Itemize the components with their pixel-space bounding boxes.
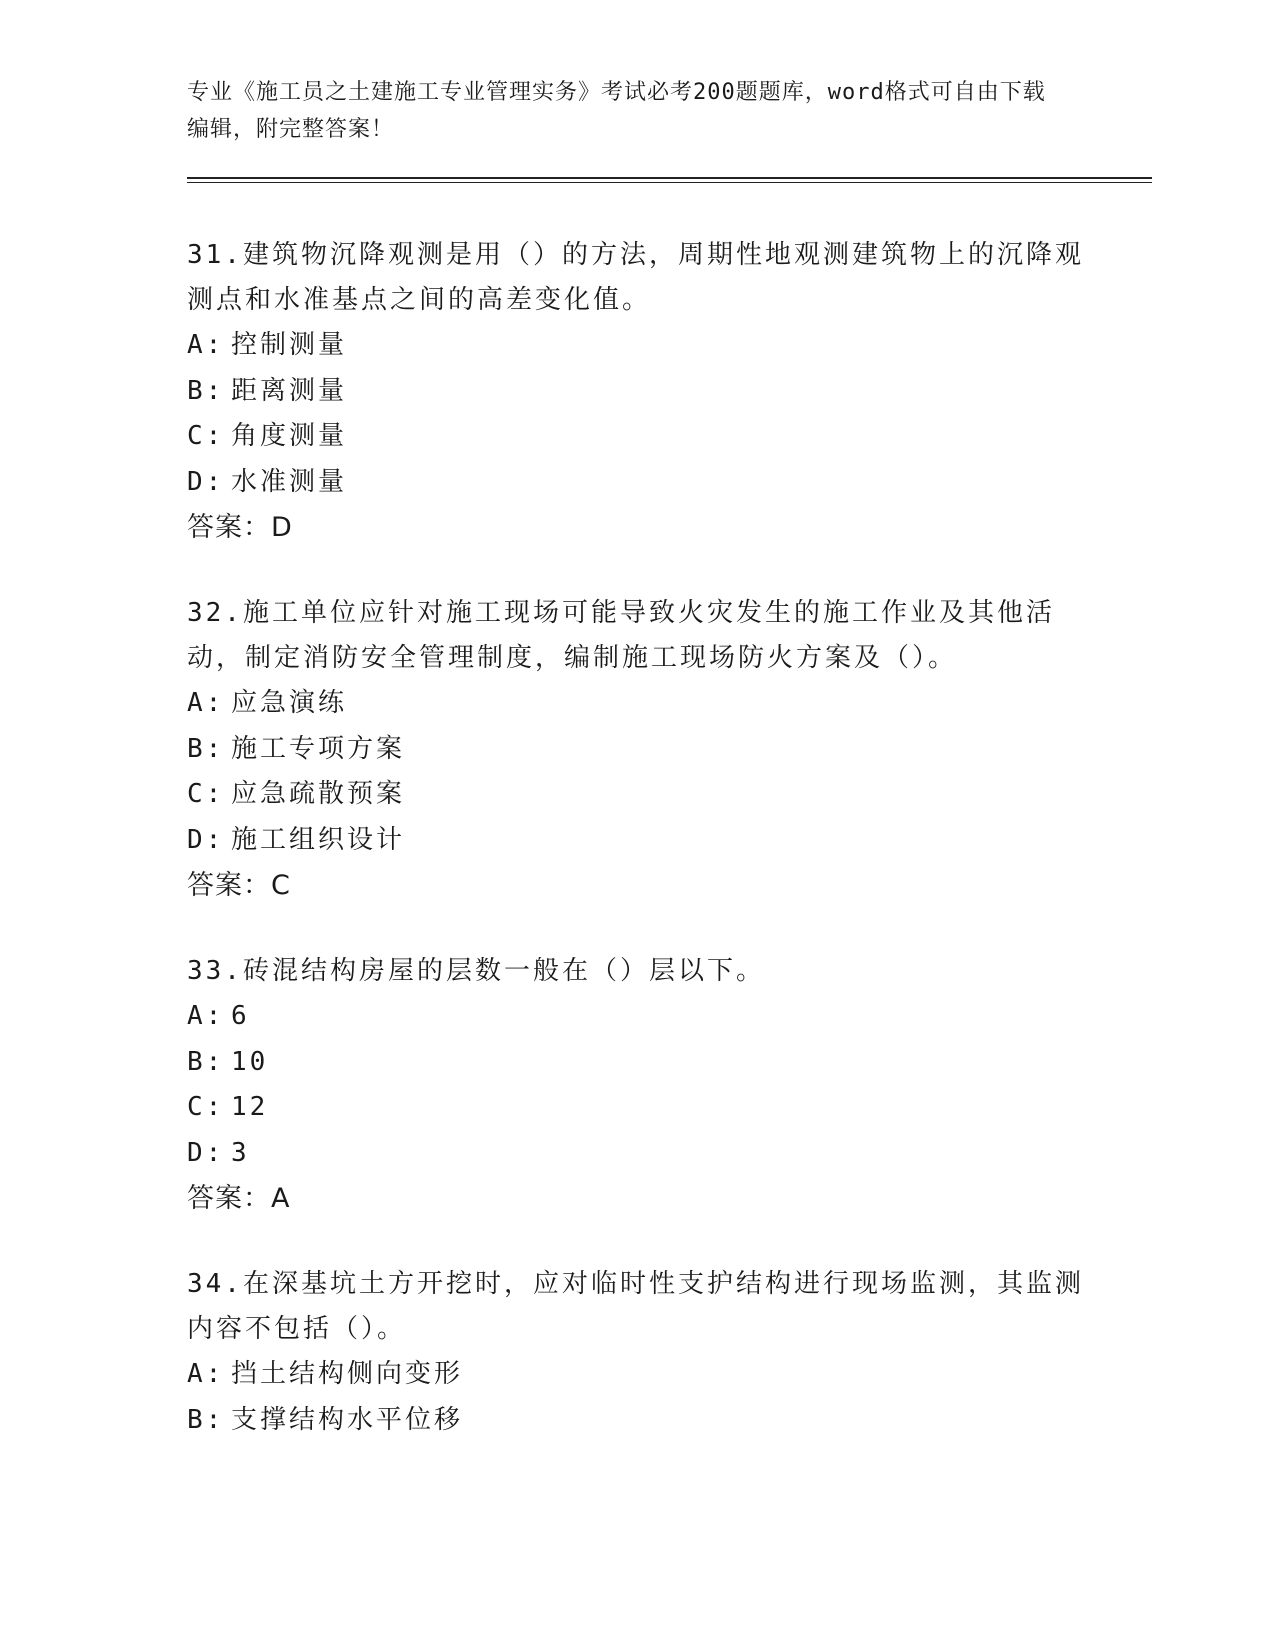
option-c <box>187 414 1087 460</box>
option-a <box>187 994 1087 1040</box>
answer-label: 答案： <box>187 1183 271 1214</box>
option-letter: D: <box>187 1137 225 1168</box>
option-c <box>187 1085 1087 1131</box>
header-divider-thin <box>187 182 1152 183</box>
option-letter: C: <box>187 1092 225 1122</box>
option-text: 10 <box>231 1046 269 1077</box>
option-b <box>187 369 1087 415</box>
question-text: 33.砖混结构房屋的层数一般在（）层以下。 <box>187 956 765 986</box>
answer-line <box>187 1176 1087 1221</box>
option-text: 水准测量 <box>231 466 348 497</box>
option-b <box>187 1040 1087 1086</box>
answer-label: 答案： <box>187 512 271 543</box>
question-34 <box>187 1262 1087 1443</box>
option-text: 距离测量 <box>231 375 348 406</box>
option-letter: A: <box>187 1359 225 1389</box>
option-text: 控制测量 <box>231 330 348 360</box>
document-header: 专业《施工员之土建施工专业管理实务》考试必考200题题库，word格式可自由下载编辑，附完整答案！ <box>187 80 1046 142</box>
option-d <box>187 818 1087 864</box>
option-a <box>187 1352 1087 1398</box>
answer-value: D <box>271 512 293 543</box>
option-letter: C: <box>187 421 225 451</box>
option-text: 应急演练 <box>231 688 348 718</box>
answer-line <box>187 863 1087 908</box>
option-d <box>187 460 1087 506</box>
answer-value: A <box>271 1183 291 1214</box>
question-text: 34.在深基坑土方开挖时，应对临时性支护结构进行现场监测，其监测内容不包括（）。 <box>187 1269 1084 1344</box>
option-text: 12 <box>231 1092 269 1122</box>
option-b <box>187 1398 1087 1444</box>
option-letter: D: <box>187 824 225 855</box>
option-text: 施工组织设计 <box>231 824 406 855</box>
header-divider-thick <box>187 177 1152 179</box>
option-text: 施工专项方案 <box>231 733 406 764</box>
option-text: 6 <box>231 1001 250 1031</box>
option-letter: B: <box>187 1046 225 1077</box>
option-letter: B: <box>187 733 225 764</box>
option-text: 应急疏散预案 <box>231 779 406 809</box>
option-letter: B: <box>187 1404 225 1435</box>
option-a <box>187 323 1087 369</box>
option-letter: A: <box>187 688 225 718</box>
question-33 <box>187 949 1087 1221</box>
option-letter: B: <box>187 375 225 406</box>
option-letter: C: <box>187 779 225 809</box>
option-a <box>187 681 1087 727</box>
answer-label: 答案： <box>187 870 271 901</box>
answer-line <box>187 505 1087 550</box>
question-31 <box>187 233 1087 550</box>
option-text: 支撑结构水平位移 <box>231 1404 464 1435</box>
option-text: 3 <box>231 1137 250 1168</box>
option-text: 挡土结构侧向变形 <box>231 1359 464 1389</box>
option-letter: A: <box>187 1001 225 1031</box>
question-list <box>187 233 1087 1484</box>
option-letter: A: <box>187 330 225 360</box>
option-text: 角度测量 <box>231 421 348 451</box>
answer-value: C <box>271 870 291 901</box>
question-32 <box>187 591 1087 908</box>
option-b <box>187 727 1087 773</box>
question-text: 32.施工单位应针对施工现场可能导致火灾发生的施工作业及其他活动，制定消防安全管理制度，编制施工现场防火方案及（）。 <box>187 598 1055 673</box>
question-text: 31.建筑物沉降观测是用（）的方法，周期性地观测建筑物上的沉降观测点和水准基点之间的高差变化值。 <box>187 240 1084 315</box>
option-c <box>187 772 1087 818</box>
option-d <box>187 1131 1087 1177</box>
option-letter: D: <box>187 466 225 497</box>
